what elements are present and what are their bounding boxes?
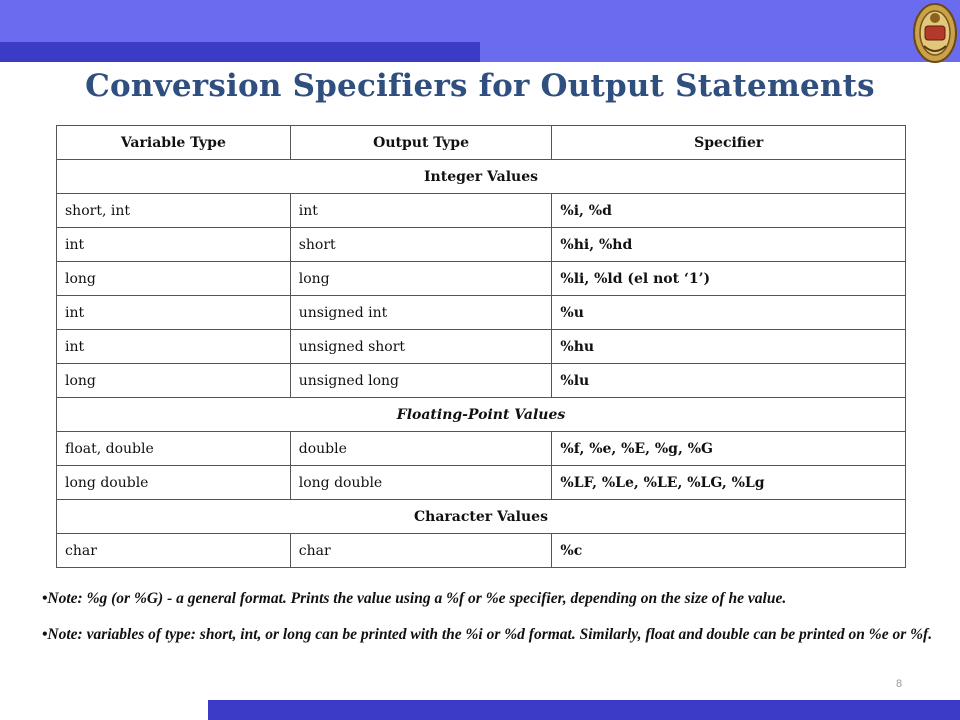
cell-output-type: long xyxy=(290,262,552,296)
cell-output-type: int xyxy=(290,194,552,228)
cell-variable-type: short, int xyxy=(57,194,291,228)
cell-specifier: %i, %d xyxy=(552,194,906,228)
top-banner-dark xyxy=(0,42,480,62)
table-row xyxy=(57,534,906,568)
note-variable-types: •Note: variables of type: short, int, or long can be printed with the %i or %d format. Similarly, float and double can be printed on %e or %f. xyxy=(42,626,933,643)
cell-variable-type: long xyxy=(57,364,291,398)
cell-variable-type: int xyxy=(57,228,291,262)
header-output-type: Output Type xyxy=(290,126,552,160)
cell-output-type: unsigned long xyxy=(290,364,552,398)
cell-output-type: short xyxy=(290,228,552,262)
specifier-table xyxy=(56,125,906,568)
cell-output-type: unsigned short xyxy=(290,330,552,364)
section-row xyxy=(57,398,906,432)
bottom-banner xyxy=(208,700,960,720)
table-row xyxy=(57,262,906,296)
page-number: 8 xyxy=(896,678,903,690)
section-label: Integer Values xyxy=(57,160,906,194)
cell-specifier: %c xyxy=(552,534,906,568)
crest-logo-icon xyxy=(912,2,958,64)
cell-variable-type: int xyxy=(57,296,291,330)
table-row xyxy=(57,228,906,262)
section-label: Character Values xyxy=(57,500,906,534)
section-row xyxy=(57,160,906,194)
table-row xyxy=(57,296,906,330)
header-variable-type: Variable Type xyxy=(57,126,291,160)
top-banner-light-lower xyxy=(480,42,960,62)
table-row xyxy=(57,364,906,398)
cell-variable-type: long xyxy=(57,262,291,296)
cell-variable-type: float, double xyxy=(57,432,291,466)
cell-output-type: unsigned int xyxy=(290,296,552,330)
cell-variable-type: char xyxy=(57,534,291,568)
cell-specifier: %LF, %Le, %LE, %LG, %Lg xyxy=(552,466,906,500)
top-banner-light xyxy=(0,0,960,42)
table-row xyxy=(57,194,906,228)
page-title: Conversion Specifiers for Output Statements xyxy=(85,68,875,104)
cell-variable-type: long double xyxy=(57,466,291,500)
cell-specifier: %lu xyxy=(552,364,906,398)
table-row xyxy=(57,432,906,466)
cell-specifier: %f, %e, %E, %g, %G xyxy=(552,432,906,466)
header-specifier: Specifier xyxy=(552,126,906,160)
cell-variable-type: int xyxy=(57,330,291,364)
cell-output-type: char xyxy=(290,534,552,568)
cell-specifier: %hu xyxy=(552,330,906,364)
section-label: Floating-Point Values xyxy=(57,398,906,432)
notes xyxy=(42,588,944,660)
cell-specifier: %u xyxy=(552,296,906,330)
section-row xyxy=(57,500,906,534)
table-row xyxy=(57,466,906,500)
cell-output-type: double xyxy=(290,432,552,466)
cell-specifier: %hi, %hd xyxy=(552,228,906,262)
note-general-format: •Note: %g (or %G) - a general format. Prints the value using a %f or %e specifier, depending on the size of he value. xyxy=(42,590,787,607)
cell-specifier: %li, %ld (el not ‘1’) xyxy=(552,262,906,296)
table-row xyxy=(57,330,906,364)
cell-output-type: long double xyxy=(290,466,552,500)
table-header-row xyxy=(57,126,906,160)
